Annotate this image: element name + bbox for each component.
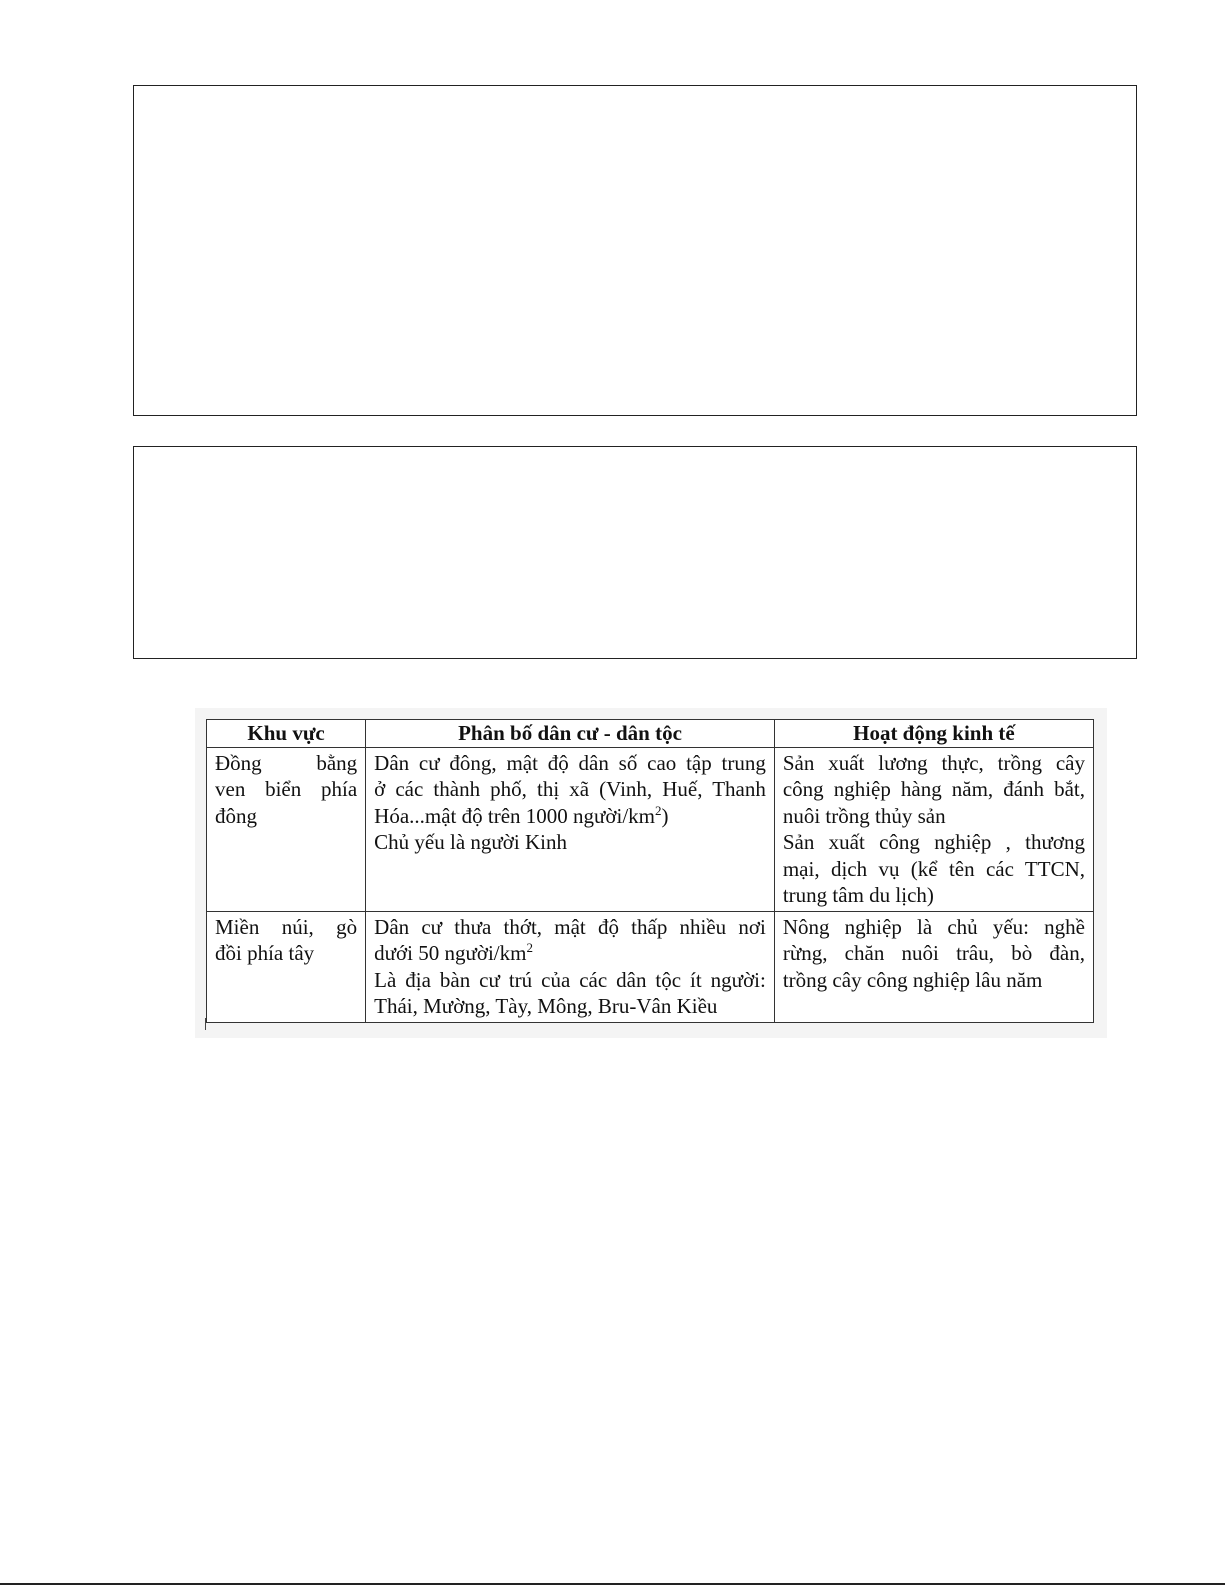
region-line: ven biển phía [215,777,358,801]
superscript: 2 [655,802,662,818]
economy-line: Sản xuất công nghiệp , thương [782,830,1085,854]
population-line: Chủ yếu là người Kinh [374,830,567,854]
superscript: 2 [526,940,533,955]
population-text: ) [661,803,669,828]
header-khu-vuc: Khu vực [207,720,366,748]
population-text: dưới 50 người/km [374,941,527,965]
table-image-frame [195,708,1107,1038]
population-line: Dân cư thưa thớt, mật độ thấp nhiều nơi [374,914,766,939]
economy-line: Nông nghiệp là chủ yếu: nghề [782,914,1085,939]
population-line: ở các thành phố, thị xã (Vinh, Huế, Thanh [374,777,766,801]
table-row [207,747,1094,911]
region-cell [207,747,366,911]
region-line: đồi phía tây [215,941,315,965]
region-line: Đồng bằng [215,750,358,775]
population-text: Hóa...mật độ trên 1000 người/km [374,803,656,828]
region-cell [207,911,366,1022]
economy-line: mại, dịch vụ (kể tên các TTCN, [782,856,1085,881]
economy-line: trung tâm du lịch) [782,883,934,907]
population-line [374,803,766,830]
population-line: Thái, Mường, Tày, Mông, Bru-Vân Kiều [374,994,718,1018]
economy-line: trồng cây công nghiệp lâu năm [782,967,1043,992]
economy-line: Sản xuất lương thực, trồng cây [782,750,1085,775]
population-cell [366,747,775,911]
region-comparison-table [206,719,1094,1023]
header-phan-bo-dan-cu: Phân bố dân cư - dân tộc [366,720,775,748]
economy-cell [774,747,1093,911]
region-line: Miền núi, gò [215,914,358,939]
economy-line: rừng, chăn nuôi trâu, bò đàn, [782,941,1085,965]
table-header-row [207,720,1094,748]
table-row [207,911,1094,1022]
economy-cell [774,911,1093,1022]
population-cell [366,911,775,1022]
text-cursor-mark [205,1018,206,1030]
economy-line: nuôi trồng thủy sản [782,803,946,828]
population-line [374,940,766,967]
economy-line: công nghiệp hàng năm, đánh bắt, [782,777,1085,801]
region-line: đông [215,803,257,828]
empty-answer-box-2 [133,446,1137,659]
empty-answer-box-1 [133,85,1137,416]
header-hoat-dong-kinh-te: Hoạt động kinh tế [774,720,1093,748]
population-line: Dân cư đông, mật độ dân số cao tập trung [374,750,766,775]
population-line: Là địa bàn cư trú của các dân tộc ít người: [374,967,766,992]
